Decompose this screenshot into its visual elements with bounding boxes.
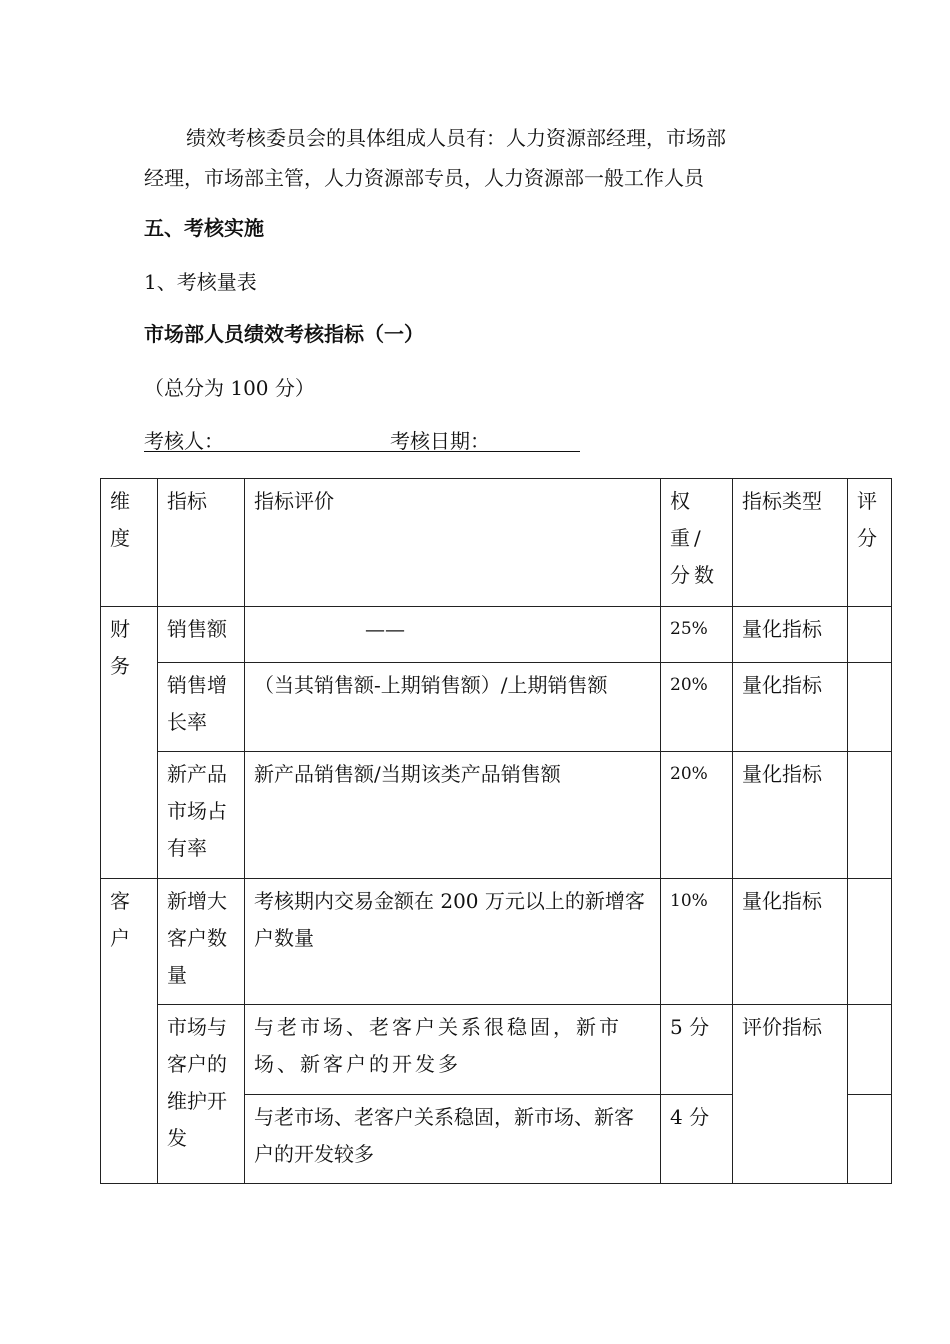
dimension-cell: 财务 <box>101 607 158 879</box>
weight-cell: 4 分 <box>661 1095 733 1184</box>
table-row <box>101 1005 892 1095</box>
header-evaluation: 指标评价 <box>245 479 661 607</box>
evaluation-cell: 新产品销售额/当期该类产品销售额 <box>245 752 661 879</box>
table-row <box>101 752 892 879</box>
intro-paragraph <box>144 118 824 198</box>
weight-cell: 20% <box>661 663 733 752</box>
table-title: 市场部人员绩效考核指标（一） <box>144 322 424 346</box>
intro-line-2: 经理，市场部主管，人力资源部专员，人力资源部一般工作人员 <box>144 166 704 190</box>
evaluation-cell: 与老市场、老客户关系很稳固，新市场、新客户的开发多 <box>245 1005 661 1095</box>
indicator-cell: 销售额 <box>158 607 245 663</box>
signature-line <box>144 425 580 452</box>
score-cell <box>848 607 892 663</box>
evaluation-cell: （当其销售额-上期销售额）/上期销售额 <box>245 663 661 752</box>
header-indicator: 指标 <box>158 479 245 607</box>
assessor-label: 考核人： <box>144 429 224 453</box>
header-weight: 权重/分数 <box>661 479 733 607</box>
score-cell <box>848 1005 892 1095</box>
total-score-note: （总分为 100 分） <box>144 376 315 400</box>
score-cell <box>848 1095 892 1184</box>
type-cell: 量化指标 <box>733 607 848 663</box>
type-cell: 量化指标 <box>733 879 848 1005</box>
table-row <box>101 663 892 752</box>
subsection-title: 1、考核量表 <box>144 270 257 294</box>
intro-line-1: 绩效考核委员会的具体组成人员有：人力资源部经理，市场部 <box>186 126 726 150</box>
evaluation-cell: —— <box>245 607 661 663</box>
weight-cell: 25% <box>661 607 733 663</box>
table-row <box>101 879 892 1005</box>
header-score: 评分 <box>848 479 892 607</box>
weight-cell: 20% <box>661 752 733 879</box>
evaluation-cell: 与老市场、老客户关系稳固，新市场、新客户的开发较多 <box>245 1095 661 1184</box>
type-cell: 评价指标 <box>733 1005 848 1184</box>
score-cell <box>848 663 892 752</box>
indicator-cell: 市场与客户的维护开发 <box>158 1005 245 1184</box>
header-dimension: 维度 <box>101 479 158 607</box>
weight-cell: 10% <box>661 879 733 1005</box>
type-cell: 量化指标 <box>733 752 848 879</box>
type-cell: 量化指标 <box>733 663 848 752</box>
indicator-cell: 新增大客户数量 <box>158 879 245 1005</box>
indicator-cell: 新产品市场占有率 <box>158 752 245 879</box>
table-header-row <box>101 479 892 607</box>
dimension-cell: 客户 <box>101 879 158 1184</box>
header-type: 指标类型 <box>733 479 848 607</box>
weight-cell: 5 分 <box>661 1005 733 1095</box>
score-cell <box>848 752 892 879</box>
date-label: 考核日期： <box>390 429 490 453</box>
table-row <box>101 607 892 663</box>
indicator-cell: 销售增长率 <box>158 663 245 752</box>
score-cell <box>848 879 892 1005</box>
section-title: 五、考核实施 <box>144 216 264 240</box>
evaluation-cell: 考核期内交易金额在 200 万元以上的新增客户数量 <box>245 879 661 1005</box>
kpi-table <box>100 478 892 1184</box>
